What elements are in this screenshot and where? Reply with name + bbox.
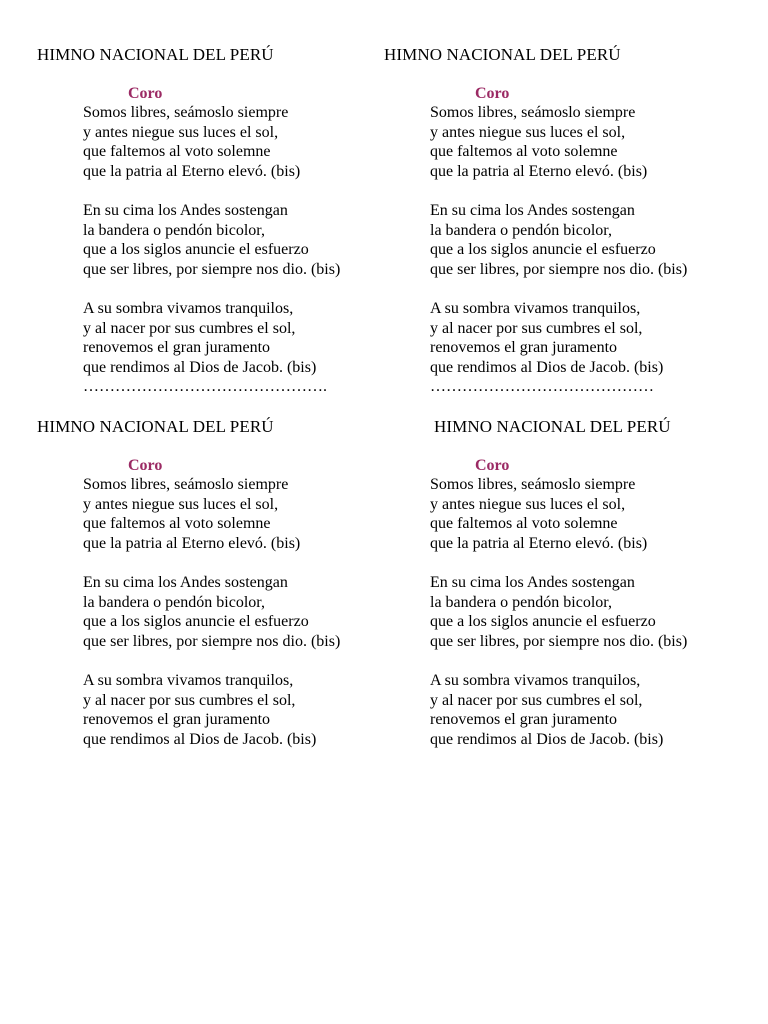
lyrics — [430, 475, 687, 749]
separator-dots: …………………………………… — [430, 378, 654, 395]
lyric-line: En su cima los Andes sostengan — [430, 574, 635, 591]
lyric-line: que faltemos al voto solemne — [430, 515, 618, 532]
lyric-line: que ser libres, por siempre nos dio. (bis) — [83, 260, 341, 278]
lyric-line: En su cima los Andes sostengan — [83, 202, 288, 219]
lyric-line: Somos libres, seámoslo siempre — [83, 476, 289, 493]
lyric-line: que ser libres, por siempre nos dio. (bis) — [430, 632, 688, 650]
stanza-gap — [83, 651, 340, 671]
lyric-line: que rendimos al Dios de Jacob. (bis) — [430, 730, 664, 748]
lyrics — [430, 103, 687, 397]
lyric-line: que la patria al Eterno elevó. (bis) — [83, 162, 301, 180]
lyric-line: que la patria al Eterno elevó. (bis) — [83, 534, 301, 552]
lyric-line: la bandera o pendón bicolor, — [83, 593, 265, 611]
lyric-line: En su cima los Andes sostengan — [430, 202, 635, 219]
lyric-line: que a los siglos anuncie el esfuerzo — [83, 613, 309, 630]
anthem-title: HIMNO NACIONAL DEL PERÚ — [37, 417, 274, 436]
lyric-line: Somos libres, seámoslo siempre — [430, 104, 636, 121]
lyric-line: y al nacer por sus cumbres el sol, — [83, 319, 296, 337]
lyric-line: que ser libres, por siempre nos dio. (bis) — [83, 632, 341, 650]
stanza-gap — [430, 553, 687, 573]
lyric-line: que ser libres, por siempre nos dio. (bis) — [430, 260, 688, 278]
lyric-line: y al nacer por sus cumbres el sol, — [430, 691, 643, 709]
lyric-line: y antes niegue sus luces el sol, — [430, 495, 626, 513]
lyric-line: A su sombra vivamos tranquilos, — [430, 672, 641, 689]
stanza-gap — [83, 553, 340, 573]
lyric-line: la bandera o pendón bicolor, — [83, 221, 265, 239]
lyric-line: Somos libres, seámoslo siempre — [83, 104, 289, 121]
lyric-line: y antes niegue sus luces el sol, — [83, 495, 279, 513]
lyric-line: la bandera o pendón bicolor, — [430, 221, 612, 239]
lyric-line: que faltemos al voto solemne — [83, 515, 271, 532]
lyric-line: que a los siglos anuncie el esfuerzo — [430, 613, 656, 630]
lyric-line: que la patria al Eterno elevó. (bis) — [430, 162, 648, 180]
separator-dots: ………………………………………. — [83, 378, 327, 395]
lyric-line: y al nacer por sus cumbres el sol, — [83, 691, 296, 709]
chorus-label: Coro — [128, 457, 163, 474]
lyric-line: renovemos el gran juramento — [430, 339, 618, 356]
lyric-line: renovemos el gran juramento — [83, 711, 271, 728]
lyric-line: que la patria al Eterno elevó. (bis) — [430, 534, 648, 552]
lyric-line: la bandera o pendón bicolor, — [430, 593, 612, 611]
anthem-title: HIMNO NACIONAL DEL PERÚ — [384, 45, 621, 64]
lyric-line: A su sombra vivamos tranquilos, — [430, 300, 641, 317]
lyric-line: En su cima los Andes sostengan — [83, 574, 288, 591]
stanza-gap — [430, 181, 687, 201]
lyric-line: renovemos el gran juramento — [83, 339, 271, 356]
lyric-line: y antes niegue sus luces el sol, — [83, 123, 279, 141]
stanza-gap — [430, 651, 687, 671]
lyric-line: que rendimos al Dios de Jacob. (bis) — [430, 358, 664, 376]
chorus-label: Coro — [128, 85, 163, 102]
lyric-line: y antes niegue sus luces el sol, — [430, 123, 626, 141]
lyric-line: y al nacer por sus cumbres el sol, — [430, 319, 643, 337]
anthem-title: HIMNO NACIONAL DEL PERÚ — [37, 45, 274, 64]
lyrics — [83, 103, 340, 397]
lyric-line: que rendimos al Dios de Jacob. (bis) — [83, 730, 317, 748]
chorus-label: Coro — [475, 457, 510, 474]
lyric-line: que faltemos al voto solemne — [430, 143, 618, 160]
anthem-title: HIMNO NACIONAL DEL PERÚ — [434, 417, 671, 436]
stanza-gap — [430, 279, 687, 299]
stanza-gap — [83, 279, 340, 299]
lyric-line: que rendimos al Dios de Jacob. (bis) — [83, 358, 317, 376]
lyrics — [83, 475, 340, 749]
lyric-line: que a los siglos anuncie el esfuerzo — [430, 241, 656, 258]
lyric-line: A su sombra vivamos tranquilos, — [83, 300, 294, 317]
stanza-gap — [83, 181, 340, 201]
lyric-line: Somos libres, seámoslo siempre — [430, 476, 636, 493]
lyric-line: renovemos el gran juramento — [430, 711, 618, 728]
chorus-label: Coro — [475, 85, 510, 102]
lyric-line: que a los siglos anuncie el esfuerzo — [83, 241, 309, 258]
lyric-line: que faltemos al voto solemne — [83, 143, 271, 160]
lyric-line: A su sombra vivamos tranquilos, — [83, 672, 294, 689]
